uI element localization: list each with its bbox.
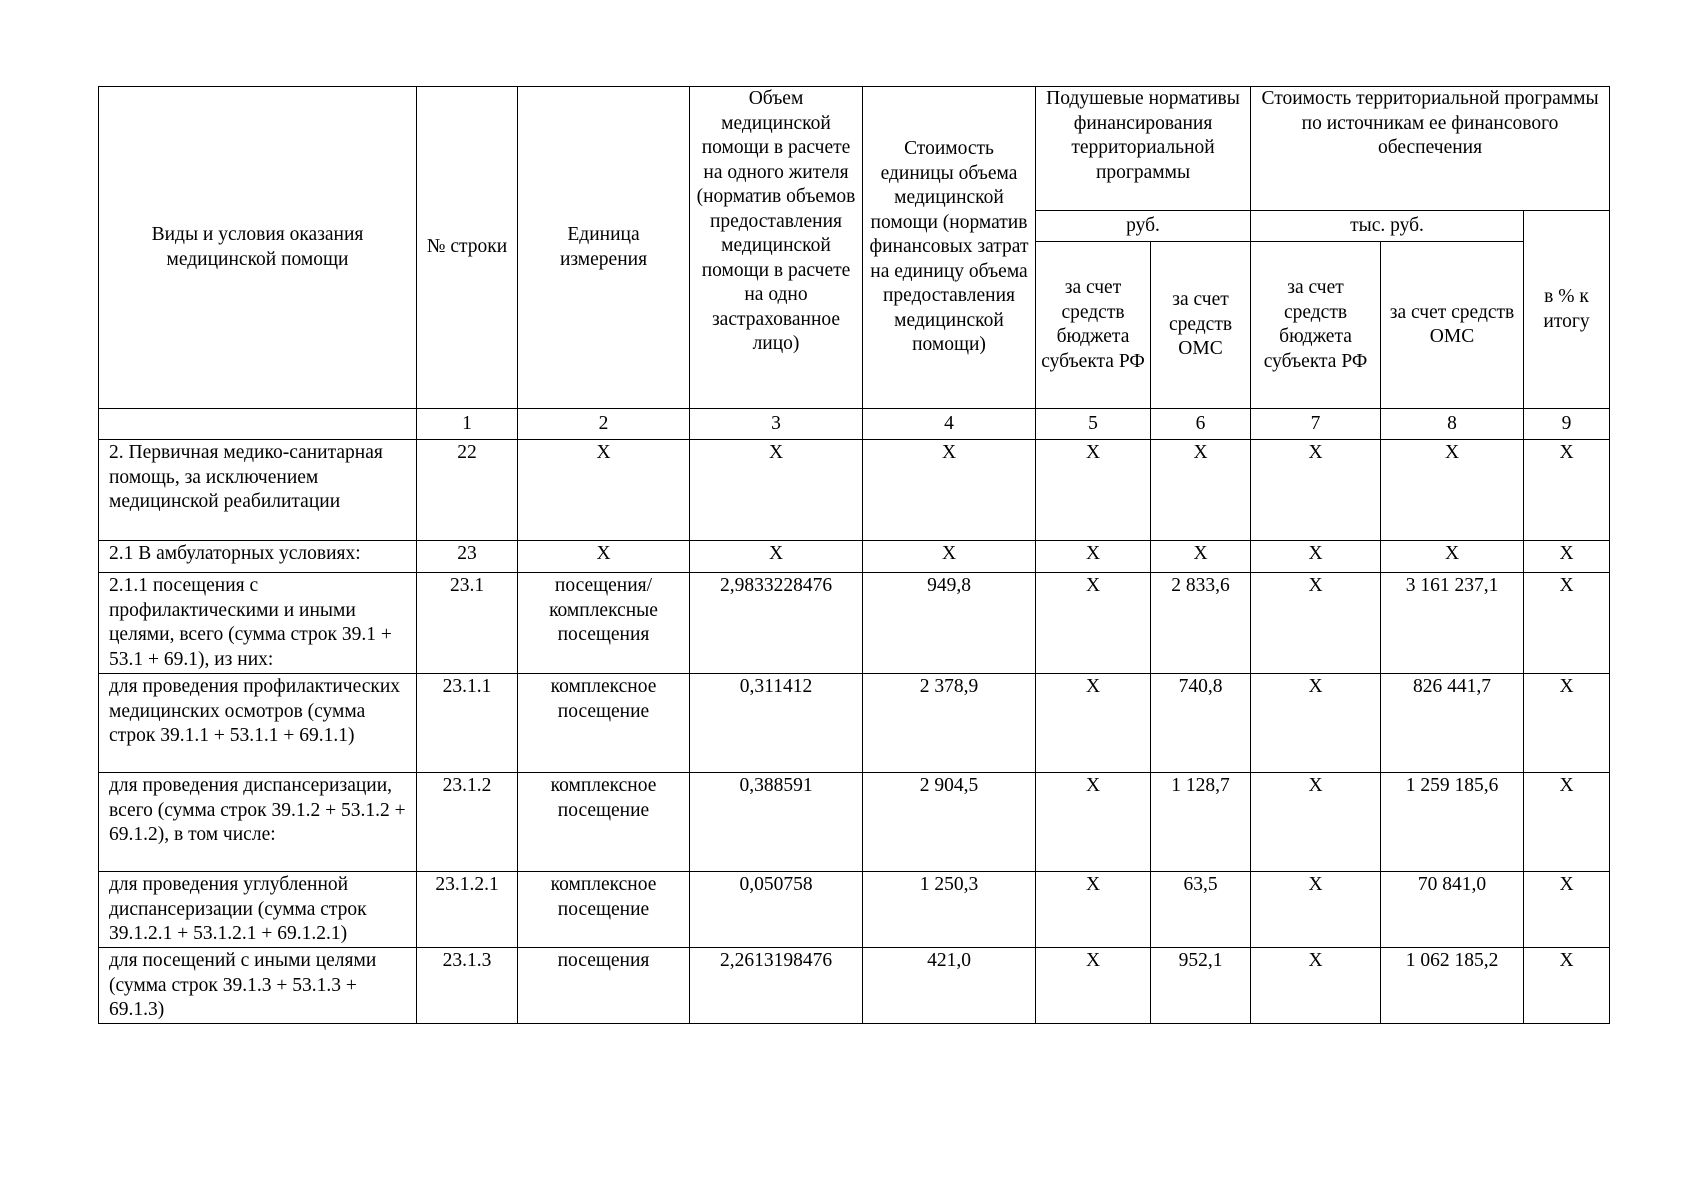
row-oms-rub: X <box>1151 440 1251 541</box>
header-per-capita: Подушевые нормативы финансирования территориальной программы <box>1036 87 1251 211</box>
header-percent-of-total: в % к итогу <box>1524 211 1610 409</box>
row-unit-cost: 2 904,5 <box>863 773 1036 872</box>
row-budget-thous: X <box>1251 674 1381 773</box>
row-budget-thous: X <box>1251 948 1381 1024</box>
col-number: 8 <box>1381 409 1524 440</box>
header-oms-thous: за счет средств ОМС <box>1381 242 1524 409</box>
row-unit-cost: X <box>863 541 1036 573</box>
row-unit: комплексное посещение <box>518 773 690 872</box>
row-unit-cost: 2 378,9 <box>863 674 1036 773</box>
table-row <box>99 541 1610 573</box>
row-budget-thous: X <box>1251 541 1381 573</box>
col-number: 3 <box>690 409 863 440</box>
row-budget-thous: X <box>1251 440 1381 541</box>
row-unit: X <box>518 440 690 541</box>
header-budget-rub: за счет средств бюджета субъекта РФ <box>1036 242 1151 409</box>
row-unit-cost: 1 250,3 <box>863 872 1036 948</box>
row-budget-rub: X <box>1036 541 1151 573</box>
row-oms-thous: 1 259 185,6 <box>1381 773 1524 872</box>
row-oms-thous: 70 841,0 <box>1381 872 1524 948</box>
col-number: 5 <box>1036 409 1151 440</box>
row-oms-thous: 1 062 185,2 <box>1381 948 1524 1024</box>
row-label: 2.1.1 посещения с профилактическими и иными целями, всего (сумма строк 39.1 + 53.1 + 69.1), из них: <box>99 573 417 674</box>
row-number: 23 <box>417 541 518 573</box>
header-unit: Единица измерения <box>518 87 690 409</box>
col-number: 9 <box>1524 409 1610 440</box>
row-oms-rub: 1 128,7 <box>1151 773 1251 872</box>
row-percent: X <box>1524 773 1610 872</box>
header-program-cost: Стоимость территориальной программы по источникам ее финансового обеспечения <box>1251 87 1610 211</box>
table-row <box>99 773 1610 872</box>
row-volume: X <box>690 440 863 541</box>
row-unit: посещения <box>518 948 690 1024</box>
row-percent: X <box>1524 573 1610 674</box>
row-label: для проведения профилактических медицинских осмотров (сумма строк 39.1.1 + 53.1.1 + 69.1.1) <box>99 674 417 773</box>
row-unit-cost: 949,8 <box>863 573 1036 674</box>
col-number: 1 <box>417 409 518 440</box>
row-oms-rub: 2 833,6 <box>1151 573 1251 674</box>
row-budget-rub: X <box>1036 872 1151 948</box>
row-percent: X <box>1524 948 1610 1024</box>
row-volume: X <box>690 541 863 573</box>
row-unit: комплексное посещение <box>518 674 690 773</box>
col-number: 2 <box>518 409 690 440</box>
row-number: 23.1 <box>417 573 518 674</box>
row-oms-rub: 740,8 <box>1151 674 1251 773</box>
row-number: 22 <box>417 440 518 541</box>
header-line-number: № строки <box>417 87 518 409</box>
row-oms-thous: X <box>1381 541 1524 573</box>
row-label: для посещений с иными целями (сумма строк 39.1.3 + 53.1.3 + 69.1.3) <box>99 948 417 1024</box>
row-budget-rub: X <box>1036 674 1151 773</box>
row-unit-cost: 421,0 <box>863 948 1036 1024</box>
header-rub: руб. <box>1036 211 1251 242</box>
row-percent: X <box>1524 674 1610 773</box>
row-oms-thous: X <box>1381 440 1524 541</box>
header-unit-cost: Стоимость единицы объема медицинской помощи (норматив финансовых затрат на единицу объема предоставления медицинской помощи) <box>863 87 1036 409</box>
header-oms-rub: за счет средств ОМС <box>1151 242 1251 409</box>
row-label: 2. Первичная медико-санитарная помощь, за исключением медицинской реабилитации <box>99 440 417 541</box>
row-number: 23.1.2 <box>417 773 518 872</box>
row-budget-rub: X <box>1036 573 1151 674</box>
row-budget-thous: X <box>1251 872 1381 948</box>
row-budget-rub: X <box>1036 440 1151 541</box>
header-type-of-care: Виды и условия оказания медицинской помощи <box>99 87 417 409</box>
row-oms-thous: 826 441,7 <box>1381 674 1524 773</box>
row-percent: X <box>1524 440 1610 541</box>
table-row <box>99 440 1610 541</box>
header-volume: Объем медицинской помощи в расчете на одного жителя (норматив объемов предоставления медицинской помощи в расчете на одно застрахованное лицо) <box>690 87 863 409</box>
table-row <box>99 948 1610 1024</box>
row-oms-rub: X <box>1151 541 1251 573</box>
row-label: 2.1 В амбулаторных условиях: <box>99 541 417 573</box>
row-unit-cost: X <box>863 440 1036 541</box>
table-row <box>99 872 1610 948</box>
row-volume: 0,388591 <box>690 773 863 872</box>
financing-table <box>98 86 1610 1024</box>
row-budget-rub: X <box>1036 773 1151 872</box>
row-percent: X <box>1524 541 1610 573</box>
row-unit: комплексное посещение <box>518 872 690 948</box>
row-budget-thous: X <box>1251 573 1381 674</box>
row-number: 23.1.2.1 <box>417 872 518 948</box>
row-oms-thous: 3 161 237,1 <box>1381 573 1524 674</box>
col-number: 7 <box>1251 409 1381 440</box>
column-numbers-row <box>99 409 1610 440</box>
table-row <box>99 674 1610 773</box>
row-label: для проведения диспансеризации, всего (сумма строк 39.1.2 + 53.1.2 + 69.1.2), в том числе: <box>99 773 417 872</box>
col-number: 6 <box>1151 409 1251 440</box>
row-oms-rub: 63,5 <box>1151 872 1251 948</box>
col-number: 4 <box>863 409 1036 440</box>
row-unit: посещения/ комплексные посещения <box>518 573 690 674</box>
header-thous-rub: тыс. руб. <box>1251 211 1524 242</box>
row-budget-thous: X <box>1251 773 1381 872</box>
row-volume: 2,2613198476 <box>690 948 863 1024</box>
row-number: 23.1.1 <box>417 674 518 773</box>
row-volume: 0,050758 <box>690 872 863 948</box>
row-volume: 0,311412 <box>690 674 863 773</box>
header-budget-thous: за счет средств бюджета субъекта РФ <box>1251 242 1381 409</box>
row-percent: X <box>1524 872 1610 948</box>
row-label: для проведения углубленной диспансеризации (сумма строк 39.1.2.1 + 53.1.2.1 + 69.1.2.1) <box>99 872 417 948</box>
table-row <box>99 573 1610 674</box>
row-volume: 2,9833228476 <box>690 573 863 674</box>
row-number: 23.1.3 <box>417 948 518 1024</box>
row-oms-rub: 952,1 <box>1151 948 1251 1024</box>
col-number <box>99 409 417 440</box>
row-unit: X <box>518 541 690 573</box>
row-budget-rub: X <box>1036 948 1151 1024</box>
